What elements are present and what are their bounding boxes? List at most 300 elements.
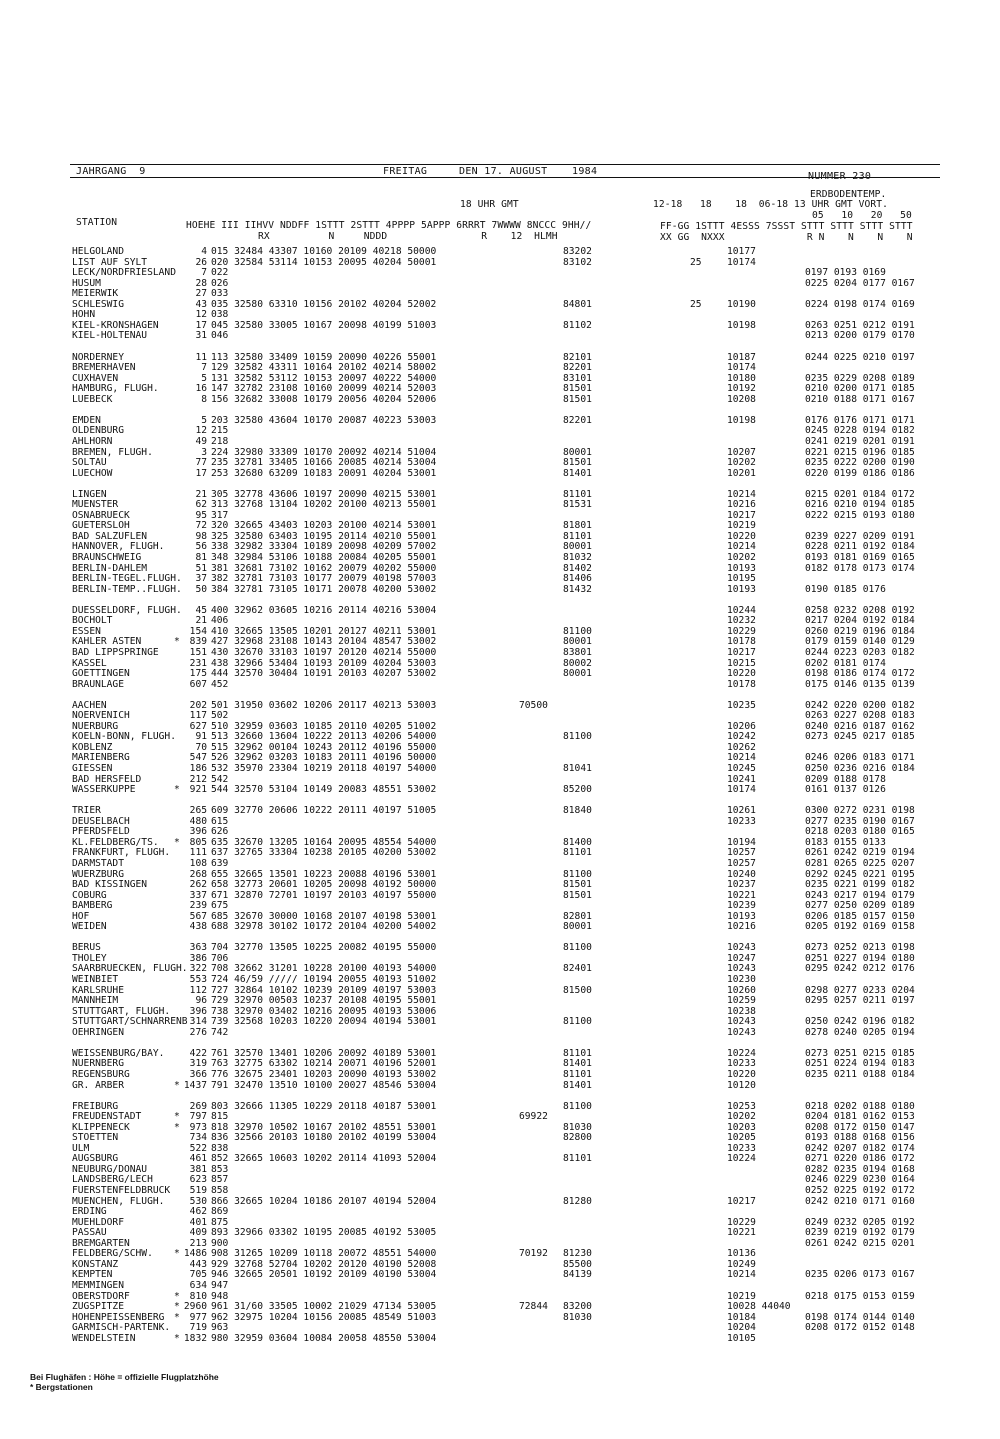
station-name: DARMSTADT	[72, 857, 124, 869]
temperature-code: 10242	[727, 731, 756, 743]
station-name: ESSEN	[72, 625, 101, 637]
table-row	[0, 1269, 1000, 1280]
temperature-code: 10216	[727, 499, 756, 511]
weather-code: 82101	[563, 351, 592, 363]
soil-temperatures: 0235 0222 0200 0190	[805, 457, 915, 468]
weather-code: 84139	[563, 1269, 592, 1281]
station-name: BAD LIPPSPRINGE	[72, 646, 159, 658]
temperature-code: 10028 44040	[727, 1301, 791, 1312]
weather-code: 81401	[563, 1058, 592, 1070]
observation-codes: 685 32670 30000 10168 20107 40198 53001	[211, 910, 437, 922]
table-row-spacer	[0, 1037, 1000, 1048]
table-row	[0, 1153, 1000, 1164]
table-row	[0, 1143, 1000, 1154]
station-name: WENDELSTEIN	[72, 1332, 136, 1344]
extra-code: 70500	[519, 699, 548, 711]
observation-codes: 961 31/60 33505 10002 21029 47134 53005	[211, 1301, 437, 1312]
station-name: MUENCHEN, FLUGH.	[72, 1195, 165, 1207]
weather-code: 81501	[563, 879, 592, 890]
observation-codes: 515 32962 00104 10243 20112 40196 55000	[211, 741, 437, 753]
table-row	[0, 330, 1000, 341]
table-row	[0, 468, 1000, 479]
observation-codes: 532 35970 23304 10219 20118 40197 54000	[211, 763, 437, 774]
table-row	[0, 752, 1000, 763]
station-height: 1437	[183, 1079, 207, 1091]
station-height: 553	[189, 974, 207, 985]
temperature-code: 10239	[727, 900, 756, 912]
table-row	[0, 1048, 1000, 1059]
station-name: BERLIN-TEGEL.FLUGH.	[72, 573, 182, 584]
table-row	[0, 1217, 1000, 1228]
station-height: 77	[195, 457, 207, 468]
observation-codes: 348 32984 53106 10188 20084 40205 55001	[211, 552, 437, 563]
soil-temperatures: 0244 0223 0203 0182	[805, 646, 915, 658]
table-row	[0, 774, 1000, 785]
station-name: BERUS	[72, 942, 101, 954]
soil-temperatures: 0161 0137 0126	[805, 784, 886, 796]
station-name: BERLIN-DAHLEM	[72, 562, 148, 574]
weather-code: 83102	[563, 256, 592, 268]
soil-temperatures: 0208 0172 0150 0147	[805, 1121, 915, 1133]
station-height: 49	[195, 435, 207, 447]
table-row	[0, 541, 1000, 552]
weather-code: 80001	[563, 921, 592, 933]
soil-temperatures: 0281 0265 0225 0207	[805, 857, 915, 869]
station-height: 314	[189, 1016, 207, 1028]
temperature-code: 10206	[727, 720, 756, 732]
temperature-code: 10202	[727, 1111, 756, 1123]
soil-temperatures: 0235 0221 0199 0182	[805, 879, 915, 890]
table-row	[0, 647, 1000, 658]
station-height: 62	[195, 499, 207, 511]
temperature-code: 10244	[727, 604, 756, 616]
station-height: 265	[189, 805, 207, 817]
temperature-code: 10187	[727, 351, 756, 363]
station-name: BREMERHAVEN	[72, 362, 136, 374]
weather-code: 81401	[563, 467, 592, 479]
observation-codes: 946 32665 20501 10192 20109 40190 53004	[211, 1269, 437, 1281]
soil-temperatures: 0205 0192 0169 0158	[805, 921, 915, 933]
observation-codes: 655 32665 13501 10223 20088 40196 53001	[211, 868, 437, 880]
soil-temperatures: 0252 0225 0192 0172	[805, 1185, 915, 1196]
station-height: 112	[189, 984, 207, 996]
station-name: MEMMINGEN	[72, 1279, 124, 1291]
station-height: 977	[189, 1311, 207, 1323]
station-name: AACHEN	[72, 699, 107, 711]
weather-code: 80001	[563, 541, 592, 553]
table-row-spacer	[0, 1090, 1000, 1101]
table-row	[0, 1301, 1000, 1312]
station-height: 567	[189, 910, 207, 922]
table-row	[0, 1248, 1000, 1259]
observation-codes: 947	[211, 1279, 229, 1291]
weather-code: 82201	[563, 362, 592, 374]
observation-codes: 438 32966 53404 10193 20109 40204 53003	[211, 657, 437, 669]
observation-codes: 838	[211, 1142, 229, 1154]
table-row	[0, 626, 1000, 637]
weather-code: 81100	[563, 731, 592, 743]
temperature-code: 10247	[727, 952, 756, 964]
soil-temperatures: 0300 0272 0231 0198	[805, 805, 915, 817]
table-row	[0, 1080, 1000, 1091]
station-name: LECK/NORDFRIESLAND	[72, 267, 176, 279]
station-name: SOLTAU	[72, 457, 107, 468]
table-row	[0, 383, 1000, 394]
temperature-code: 10257	[727, 847, 756, 859]
footnote-airports: Bei Flughäfen : Höhe = offizielle Flugplatzhöhe	[30, 1372, 219, 1382]
weather-code: 82401	[563, 963, 592, 975]
station-height: 530	[189, 1195, 207, 1207]
station-name: WEIDEN	[72, 921, 107, 933]
table-row	[0, 1069, 1000, 1080]
station-name: LANDSBERG/LECH	[72, 1174, 153, 1186]
observation-codes: 675	[211, 900, 229, 912]
wind-gust: 25	[690, 298, 702, 310]
station-name: NUERBURG	[72, 720, 119, 732]
observation-codes: 688 32978 30102 10172 20104 40200 54002	[211, 921, 437, 933]
observation-codes: 325 32580 63403 10195 20114 40210 55001	[211, 530, 437, 542]
temperature-code: 10174	[727, 256, 756, 268]
table-row	[0, 1312, 1000, 1323]
station-name: NOERVENICH	[72, 710, 130, 722]
temperature-code: 10177	[727, 246, 756, 257]
station-height: 634	[189, 1279, 207, 1291]
observation-codes: 320 32665 43403 10203 20100 40214 53001	[211, 520, 437, 532]
table-row	[0, 1196, 1000, 1207]
soil-temperatures: 0295 0257 0211 0197	[805, 995, 915, 1007]
station-height: 51	[195, 562, 207, 574]
weather-code: 83200	[563, 1301, 592, 1312]
temperature-code: 10243	[727, 1016, 756, 1028]
station-height: 461	[189, 1153, 207, 1165]
station-height: 12	[195, 309, 207, 321]
table-row	[0, 742, 1000, 753]
table-row	[0, 963, 1000, 974]
soil-temperatures: 0215 0201 0184 0172	[805, 488, 915, 500]
station-height: 212	[189, 773, 207, 785]
station-name: HAMBURG, FLUGH.	[72, 383, 159, 395]
table-row	[0, 373, 1000, 384]
observation-codes: 035 32580 63310 10156 20102 40204 52002	[211, 298, 437, 310]
station-name: BREMEN, FLUGH.	[72, 446, 153, 458]
table-row-spacer	[0, 689, 1000, 700]
observation-codes: 022	[211, 267, 229, 279]
table-row-spacer	[0, 404, 1000, 415]
soil-temperatures: 0193 0188 0168 0156	[805, 1132, 915, 1144]
station-height: 186	[189, 763, 207, 774]
temperature-code: 10178	[727, 636, 756, 648]
station-height: 810	[189, 1290, 207, 1302]
station-name: DEUSELBACH	[72, 815, 130, 827]
weather-code: 81501	[563, 393, 592, 405]
station-height: 2960	[183, 1301, 207, 1312]
station-height: 422	[189, 1047, 207, 1059]
station-height: 27	[195, 288, 207, 300]
temperature-code: 10220	[727, 530, 756, 542]
weather-code: 81402	[563, 562, 592, 574]
weather-code: 81030	[563, 1121, 592, 1133]
station-name: WEISSENBURG/BAY.	[72, 1047, 165, 1059]
station-height: 1832	[183, 1332, 207, 1344]
soil-temperatures: 0176 0176 0171 0171	[805, 414, 915, 426]
station-name: KASSEL	[72, 657, 107, 669]
weather-code: 83101	[563, 372, 592, 384]
station-name: HOF	[72, 910, 90, 922]
soil-temperatures: 0261 0242 0219 0194	[805, 847, 915, 859]
soil-temperatures: 0221 0215 0196 0185	[805, 446, 915, 458]
header-top-rule	[70, 164, 940, 165]
temperature-code: 10229	[727, 625, 756, 637]
station-name: KOBLENZ	[72, 741, 113, 753]
station-name: KL.FELDBERG/TS.	[72, 836, 159, 848]
station-height: 28	[195, 277, 207, 289]
station-heading: STATION	[76, 217, 118, 228]
station-name: GUETERSLOH	[72, 520, 130, 532]
observation-codes: 980 32959 03604 10084 20058 48550 53004	[211, 1332, 437, 1344]
station-name: NORDERNEY	[72, 351, 124, 363]
table-row	[0, 1006, 1000, 1017]
station-name: OSNABRUECK	[72, 509, 130, 521]
table-row	[0, 489, 1000, 500]
station-height: 239	[189, 900, 207, 912]
observation-codes: 033	[211, 288, 229, 300]
observation-codes: 338 32982 33304 10189 20098 40209 57002	[211, 541, 437, 553]
soil-temperatures: 0190 0185 0176	[805, 583, 886, 595]
temperature-code: 10178	[727, 678, 756, 690]
station-name: FUERSTENFELDBRUCK	[72, 1185, 171, 1196]
temperature-code: 10224	[727, 1047, 756, 1059]
observation-codes: 791 32470 13510 10100 20027 48546 53004	[211, 1079, 437, 1091]
observation-codes: 502	[211, 710, 229, 722]
weather-code: 81100	[563, 942, 592, 954]
soil-temperatures: 0278 0240 0205 0194	[805, 1026, 915, 1038]
soil-temperatures: 0258 0232 0208 0192	[805, 604, 915, 616]
table-row	[0, 1322, 1000, 1333]
observation-codes: 427 32968 23108 10143 20104 48547 53002	[211, 636, 437, 648]
station-height: 5	[201, 414, 207, 426]
station-height: 213	[189, 1237, 207, 1249]
observation-codes: 836 32566 20103 10180 20102 40199 53004	[211, 1132, 437, 1144]
observation-codes: 626	[211, 826, 229, 838]
temperature-code: 10262	[727, 741, 756, 753]
temperature-code: 10221	[727, 1227, 756, 1239]
soil-temperatures: 0213 0200 0179 0170	[805, 330, 915, 342]
station-height: 95	[195, 509, 207, 521]
table-row	[0, 447, 1000, 458]
observation-codes: 305 32778 43606 10197 20090 40215 53001	[211, 488, 437, 500]
station-height: 175	[189, 668, 207, 679]
temperature-code: 10217	[727, 509, 756, 521]
station-height: 438	[189, 921, 207, 933]
station-height: 151	[189, 646, 207, 658]
table-row-spacer	[0, 478, 1000, 489]
station-height: 734	[189, 1132, 207, 1144]
station-height: 4	[201, 246, 207, 257]
table-row	[0, 847, 1000, 858]
temperature-code: 10240	[727, 868, 756, 880]
station-height: 381	[189, 1163, 207, 1175]
temperature-code: 10136	[727, 1248, 756, 1260]
station-height: 719	[189, 1322, 207, 1334]
observation-codes: 384 32781 73105 10171 20078 40200 53002	[211, 583, 437, 595]
temperature-code: 10214	[727, 488, 756, 500]
station-height: 108	[189, 857, 207, 869]
station-name: SAARBRUECKEN, FLUGH.	[72, 963, 188, 975]
station-height: 363	[189, 942, 207, 954]
temperature-code: 10198	[727, 319, 756, 331]
station-name: HELGOLAND	[72, 246, 124, 257]
observation-codes: 382 32781 73103 10177 20079 40198 57003	[211, 573, 437, 584]
temperature-code: 10216	[727, 921, 756, 933]
weather-code: 82801	[563, 910, 592, 922]
soil-temperatures: 0235 0211 0188 0184	[805, 1068, 915, 1080]
observation-codes: 015 32484 43307 10160 20109 40218 50000	[211, 246, 437, 257]
station-height: 7	[201, 362, 207, 374]
temperature-code: 10193	[727, 583, 756, 595]
table-row	[0, 320, 1000, 331]
observation-codes: 724 46/59 ///// 10194 20055 40193 51002	[211, 974, 437, 985]
soil-temperatures: 0225 0204 0177 0167	[805, 277, 915, 289]
station-height: 50	[195, 583, 207, 595]
temperature-code: 10259	[727, 995, 756, 1007]
station-name: OBERSTDORF	[72, 1290, 130, 1302]
station-height: 443	[189, 1258, 207, 1270]
observation-codes: 963	[211, 1322, 229, 1334]
soil-temperatures: 0250 0236 0216 0184	[805, 763, 915, 774]
weather-code: 81501	[563, 457, 592, 468]
station-name: BAD KISSINGEN	[72, 879, 148, 890]
observation-codes: 400 32962 03605 10216 20114 40216 53004	[211, 604, 437, 616]
station-name: HANNOVER, FLUGH.	[72, 541, 165, 553]
station-height: 623	[189, 1174, 207, 1186]
soil-temperatures: 0251 0227 0194 0180	[805, 952, 915, 964]
weather-code: 80001	[563, 636, 592, 648]
observation-codes: 215	[211, 425, 229, 437]
temperature-code: 10219	[727, 1290, 756, 1302]
table-row	[0, 942, 1000, 953]
soil-temperatures: 0208 0172 0152 0148	[805, 1322, 915, 1334]
station-height: 547	[189, 752, 207, 764]
temperature-code: 10235	[727, 699, 756, 711]
station-height: 96	[195, 995, 207, 1007]
temperature-code: 10233	[727, 815, 756, 827]
observation-codes: 038	[211, 309, 229, 321]
weather-code: 81101	[563, 530, 592, 542]
station-name: OEHRINGEN	[72, 1026, 124, 1038]
temperature-code: 10217	[727, 646, 756, 658]
temperature-code: 10217	[727, 1195, 756, 1207]
station-height: 21	[195, 488, 207, 500]
soil-temperatures: 0206 0185 0157 0150	[805, 910, 915, 922]
temperature-code: 10105	[727, 1332, 756, 1344]
station-name: OLDENBURG	[72, 425, 124, 437]
soil-temperatures: 0183 0155 0133	[805, 836, 886, 848]
station-name: KIEL-KRONSHAGEN	[72, 319, 159, 331]
table-row	[0, 1132, 1000, 1143]
soil-temperatures: 0179 0159 0140 0129	[805, 636, 915, 648]
station-name: LUECHOW	[72, 467, 113, 479]
temperature-code: 10174	[727, 784, 756, 796]
station-name: HOHN	[72, 309, 96, 321]
station-name: LUEBECK	[72, 393, 113, 405]
mountain-station-mark: *	[174, 784, 180, 796]
station-name: MARIENBERG	[72, 752, 130, 764]
observation-codes: 908 31265 10209 10118 20072 48551 54000	[211, 1248, 437, 1260]
observation-codes: 513 32660 13604 10222 20113 40206 54000	[211, 731, 437, 743]
soil-temperatures: 0273 0251 0215 0185	[805, 1047, 915, 1059]
temperature-code: 10203	[727, 1121, 756, 1133]
soil-temperatures: 0244 0225 0210 0197	[805, 351, 915, 363]
station-name: KLIPPENECK	[72, 1121, 130, 1133]
observation-codes: 501 31950 03602 10206 20117 40213 53003	[211, 699, 437, 711]
temperature-code: 10120	[727, 1079, 756, 1091]
weather-code: 83801	[563, 646, 592, 658]
station-height: 386	[189, 952, 207, 964]
temperature-code: 10184	[727, 1311, 756, 1323]
temperature-code: 10261	[727, 805, 756, 817]
observation-codes: 542	[211, 773, 229, 785]
extra-code: 72844	[519, 1301, 548, 1312]
observation-codes: 430 32670 33103 10197 20120 40214 55000	[211, 646, 437, 658]
observation-codes: 253 32680 63209 10183 20091 40204 53001	[211, 467, 437, 479]
temperature-code: 10215	[727, 657, 756, 669]
observation-codes: 815	[211, 1111, 229, 1123]
table-row	[0, 1111, 1000, 1122]
observation-codes: 706	[211, 952, 229, 964]
table-row	[0, 1016, 1000, 1027]
wind-gust: 25	[690, 256, 702, 268]
weather-code: 81100	[563, 1016, 592, 1028]
observation-codes: 026	[211, 277, 229, 289]
observation-codes: 045 32580 33005 10167 20098 40199 51003	[211, 319, 437, 331]
station-name: NEUBURG/DONAU	[72, 1163, 148, 1175]
table-row	[0, 288, 1000, 299]
station-name: BRAUNLAGE	[72, 678, 124, 690]
table-row	[0, 362, 1000, 373]
table-row	[0, 636, 1000, 647]
station-height: 12	[195, 425, 207, 437]
soil-temperatures: 0235 0229 0208 0189	[805, 372, 915, 384]
observation-codes: 526 32962 03203 10183 20111 40196 50000	[211, 752, 437, 764]
observation-codes: 113 32580 33409 10159 20090 40226 55001	[211, 351, 437, 363]
station-height: 409	[189, 1227, 207, 1239]
station-height: 607	[189, 678, 207, 690]
table-row	[0, 1280, 1000, 1291]
observation-codes: 444 32570 30404 10191 20103 40207 53002	[211, 668, 437, 679]
soil-temperatures: 0197 0193 0169	[805, 267, 886, 279]
station-height: 337	[189, 889, 207, 901]
temperature-code: 10221	[727, 889, 756, 901]
table-row	[0, 436, 1000, 447]
station-height: 117	[189, 710, 207, 722]
observation-codes: 727 32864 10102 10239 20109 40197 53003	[211, 984, 437, 996]
weather-code: 81501	[563, 889, 592, 901]
station-name: MUENSTER	[72, 499, 119, 511]
table-row	[0, 974, 1000, 985]
temperature-code: 10224	[727, 1153, 756, 1165]
observation-codes: 544 32570 53104 10149 20083 48551 53002	[211, 784, 437, 796]
soil-temperatures: 0198 0186 0174 0172	[805, 668, 915, 679]
table-row	[0, 552, 1000, 563]
weather-code: 81531	[563, 499, 592, 511]
station-name: CUXHAVEN	[72, 372, 119, 384]
station-height: 322	[189, 963, 207, 975]
observation-codes: 410 32665 13505 10201 20127 40211 53001	[211, 625, 437, 637]
station-name: BAMBERG	[72, 900, 113, 912]
soil-temperatures: 0235 0206 0173 0167	[805, 1269, 915, 1281]
soil-temperatures: 0210 0200 0171 0185	[805, 383, 915, 395]
station-name: WEINBIET	[72, 974, 119, 985]
